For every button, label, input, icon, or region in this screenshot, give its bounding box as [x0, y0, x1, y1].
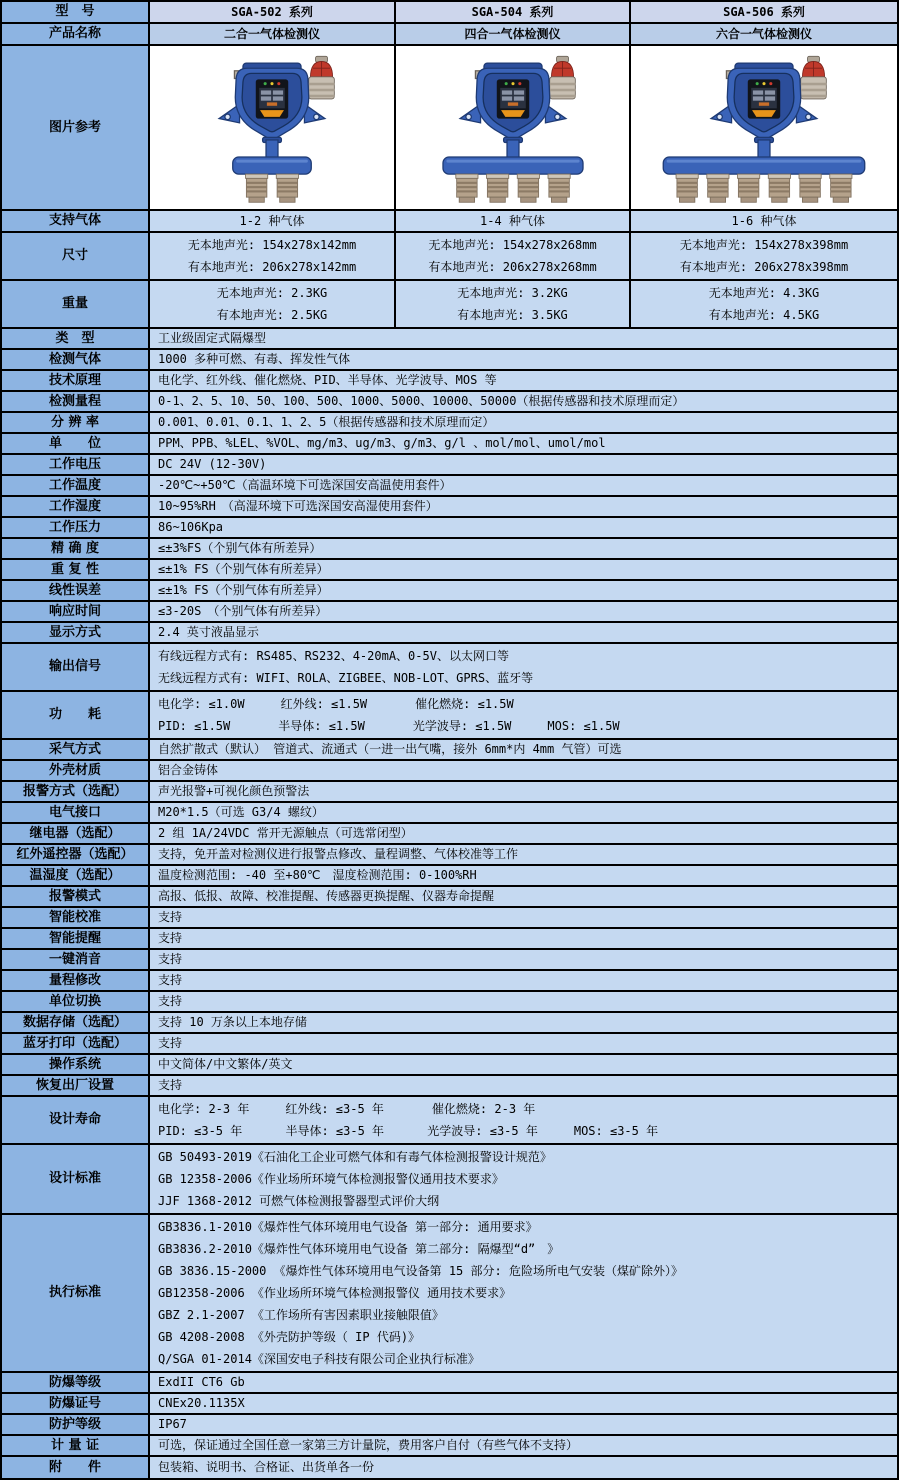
dimensions-value-3: [631, 233, 897, 279]
smart-reminder-value: [150, 929, 897, 948]
row-label-sampling-mode: 采气方式: [2, 740, 150, 759]
execution-standards-text: GB 3836.15-2000 《爆炸性气体环境用电气设备第 15 部分: 危险场所电气安装（煤矿除外）》: [158, 1264, 683, 1278]
supported-gases-text: 1-2 种气体: [239, 213, 305, 228]
temp-humidity-optional-value: [150, 866, 897, 885]
row-label-model: 型 号: [2, 2, 150, 22]
working-pressure-value: [150, 518, 897, 537]
one-key-mute-text: 支持: [158, 952, 183, 966]
supported-gases-value-1: [150, 211, 396, 231]
design-life-value: [150, 1097, 897, 1143]
sensor-probe: [455, 174, 477, 202]
sensor-probe: [276, 174, 298, 202]
explosion-proof-rating-text: ExdII CT6 Gb: [158, 1375, 245, 1389]
smart-calibration-text: 支持: [158, 910, 183, 924]
row-label-design-life: 设计寿命: [2, 1097, 150, 1143]
execution-standards-text: GB 4208-2008 《外壳防护等级（ IP 代码)》: [158, 1330, 421, 1344]
unit-switching-text: 支持: [158, 994, 183, 1008]
row-label-working-temperature: 工作温度: [2, 476, 150, 495]
model-text: SGA-502 系列: [231, 4, 313, 19]
temp-humidity-optional-text: 温度检测范围: -40 至+80℃ 湿度检测范围: 0-100%RH: [158, 868, 477, 882]
spec-row-data-storage-optional: [2, 1013, 897, 1034]
execution-standards-text: GB12358-2006 《作业场所环境气体检测报警仪 通用技术要求》: [158, 1286, 512, 1300]
row-label-relay-optional: 继电器（选配）: [2, 824, 150, 843]
alarm-mode-optional-text: 声光报警+可视化颜色预警法: [158, 784, 310, 798]
spec-row-type: [2, 329, 897, 350]
row-label-weight: 重量: [2, 281, 150, 327]
row-label-product-name: 产品名称: [2, 24, 150, 44]
weight-text: 有本地声光: 4.5KG: [708, 308, 820, 322]
dimensions-text: 有本地声光: 206x278x268mm: [428, 260, 597, 274]
working-temperature-text: -20℃~+50℃（高温环境下可选深国安高温使用套件）: [158, 478, 452, 492]
spec-row-power-consumption: [2, 692, 897, 740]
weight-value-2: [396, 281, 631, 327]
row-label-operating-system: 操作系统: [2, 1055, 150, 1074]
detection-range-value: [150, 392, 897, 411]
spec-row-design-life: [2, 1097, 897, 1145]
dimensions-value-1: [150, 233, 396, 279]
linearity-error-text: ≤±1% FS（个别气体有所差异）: [158, 583, 329, 597]
explosion-proof-cert-no-value: [150, 1394, 897, 1413]
sensor-probe: [676, 174, 698, 202]
design-life-text: 电化学: 2-3 年 红外线: ≤3-5 年 催化燃烧: 2-3 年: [158, 1102, 536, 1116]
operating-system-value: [150, 1055, 897, 1074]
row-label-resolution: 分 辨 率: [2, 413, 150, 432]
spec-row-working-voltage: [2, 455, 897, 476]
row-label-temp-humidity-optional: 温湿度（选配）: [2, 866, 150, 885]
alarm-modes-value: [150, 887, 897, 906]
range-modification-text: 支持: [158, 973, 183, 987]
supported-gases-text: 1-4 种气体: [480, 213, 545, 228]
display-screen: [748, 79, 780, 118]
spec-row-factory-reset: [2, 1076, 897, 1097]
spec-row-supported-gases: [2, 211, 897, 233]
row-label-explosion-proof-cert-no: 防爆证号: [2, 1394, 150, 1413]
bluetooth-print-optional-value: [150, 1034, 897, 1053]
spec-row-detection-range: [2, 392, 897, 413]
operating-system-text: 中文简体/中文繁体/英文: [158, 1057, 293, 1071]
row-label-smart-calibration: 智能校准: [2, 908, 150, 927]
row-label-type: 类 型: [2, 329, 150, 348]
row-label-unit: 单 位: [2, 434, 150, 453]
spec-row-repeatability: [2, 560, 897, 581]
detection-range-text: 0-1、2、5、10、50、100、500、1000、5000、10000、50000（根据传感器和技术原理而定）: [158, 394, 685, 408]
product-name-text: 二合一气体检测仪: [223, 26, 320, 41]
spec-row-operating-system: [2, 1055, 897, 1076]
model-value-3: [631, 2, 897, 22]
row-label-design-standards: 设计标准: [2, 1145, 150, 1213]
row-label-repeatability: 重 复 性: [2, 560, 150, 579]
weight-text: 有本地声光: 2.5KG: [216, 308, 328, 322]
row-label-ir-remote-optional: 红外遥控器（选配）: [2, 845, 150, 864]
spec-row-explosion-proof-cert-no: [2, 1394, 897, 1415]
weight-text: 无本地声光: 4.3KG: [708, 286, 820, 300]
detected-gases-text: 1000 多种可燃、有毒、挥发性气体: [158, 352, 351, 366]
execution-standards-value: [150, 1215, 897, 1371]
product-name-text: 六合一气体检测仪: [715, 26, 812, 41]
ir-remote-optional-text: 支持，免开盖对检测仪进行报警点修改、量程调整、气体校准等工作: [158, 847, 519, 861]
row-label-data-storage-optional: 数据存储（选配）: [2, 1013, 150, 1032]
explosion-proof-cert-no-text: CNEx20.1135X: [158, 1396, 245, 1410]
data-storage-optional-value: [150, 1013, 897, 1032]
working-humidity-text: 10~95%RH （高湿环境下可选深国安高湿使用套件）: [158, 499, 438, 513]
alarm-modes-text: 高报、低报、故障、校准提醒、传感器更换提醒、仪器寿命提醒: [158, 889, 495, 903]
execution-standards-text: GB3836.1-2010《爆炸性气体环境用电气设备 第一部分: 通用要求》: [158, 1220, 538, 1234]
spec-row-tech-principle: [2, 371, 897, 392]
product-name-value-1: [150, 24, 396, 44]
spec-row-unit-switching: [2, 992, 897, 1013]
row-label-housing-material: 外壳材质: [2, 761, 150, 780]
working-temperature-value: [150, 476, 897, 495]
working-humidity-value: [150, 497, 897, 516]
gas-detector-image: [402, 51, 624, 205]
sensor-probe: [517, 174, 539, 202]
row-label-one-key-mute: 一键消音: [2, 950, 150, 969]
spec-row-detected-gases: [2, 350, 897, 371]
dimensions-text: 有本地声光: 206x278x142mm: [187, 260, 357, 274]
spec-row-resolution: [2, 413, 897, 434]
row-label-image-reference: 图片参考: [2, 46, 150, 209]
model-value-2: [396, 2, 631, 22]
sensor-probe: [799, 174, 821, 202]
smart-reminder-text: 支持: [158, 931, 183, 945]
weight-text: 无本地声光: 2.3KG: [216, 286, 328, 300]
dimensions-text: 无本地声光: 154x278x398mm: [679, 238, 849, 252]
spec-row-range-modification: [2, 971, 897, 992]
design-standards-text: GB 50493-2019《石油化工企业可燃气体和有毒气体检测报警设计规范》: [158, 1150, 552, 1164]
spec-row-product-name: [2, 24, 897, 46]
spec-row-accuracy: [2, 539, 897, 560]
supported-gases-text: 1-6 种气体: [731, 213, 797, 228]
sensor-probe: [768, 174, 790, 202]
relay-optional-text: 2 组 1A/24VDC 常开无源触点（可选常闭型）: [158, 826, 413, 840]
dimensions-text: 无本地声光: 154x278x142mm: [187, 238, 357, 252]
sga-504-detector-illustration: [396, 46, 631, 209]
spec-row-alarm-modes: [2, 887, 897, 908]
design-standards-text: JJF 1368-2012 可燃气体检测报警器型式评价大纲: [158, 1194, 440, 1208]
spec-row-ir-remote-optional: [2, 845, 897, 866]
spec-row-working-pressure: [2, 518, 897, 539]
spec-row-housing-material: [2, 761, 897, 782]
spec-row-dimensions: [2, 233, 897, 281]
row-label-dimensions: 尺寸: [2, 233, 150, 279]
row-label-ingress-protection: 防护等级: [2, 1415, 150, 1434]
dimensions-value-2: [396, 233, 631, 279]
row-label-accessories: 附 件: [2, 1457, 150, 1478]
supported-gases-value-3: [631, 211, 897, 231]
accuracy-value: [150, 539, 897, 558]
electrical-interface-text: M20*1.5（可选 G3/4 螺纹）: [158, 805, 324, 819]
row-label-bluetooth-print-optional: 蓝牙打印（选配）: [2, 1034, 150, 1053]
model-text: SGA-506 系列: [723, 4, 805, 19]
repeatability-value: [150, 560, 897, 579]
spec-row-unit: [2, 434, 897, 455]
row-label-explosion-proof-rating: 防爆等级: [2, 1373, 150, 1392]
sga-506-detector-illustration: [631, 46, 897, 209]
row-label-range-modification: 量程修改: [2, 971, 150, 990]
spec-row-one-key-mute: [2, 950, 897, 971]
spec-row-response-time: [2, 602, 897, 623]
row-label-alarm-mode-optional: 报警方式（选配）: [2, 782, 150, 801]
spec-row-smart-reminder: [2, 929, 897, 950]
spec-row-linearity-error: [2, 581, 897, 602]
row-label-working-humidity: 工作湿度: [2, 497, 150, 516]
row-label-unit-switching: 单位切换: [2, 992, 150, 1011]
sensor-probe: [830, 174, 852, 202]
linearity-error-value: [150, 581, 897, 600]
smart-calibration-value: [150, 908, 897, 927]
spec-row-bluetooth-print-optional: [2, 1034, 897, 1055]
resolution-text: 0.001、0.01、0.1、1、2、5（根据传感器和技术原理而定）: [158, 415, 495, 429]
product-name-text: 四合一气体检测仪: [464, 26, 561, 41]
row-label-working-pressure: 工作压力: [2, 518, 150, 537]
row-label-response-time: 响应时间: [2, 602, 150, 621]
spec-row-weight: [2, 281, 897, 329]
explosion-proof-rating-value: [150, 1373, 897, 1392]
weight-text: 无本地声光: 3.2KG: [457, 286, 568, 300]
display-mode-text: 2.4 英寸液晶显示: [158, 625, 259, 639]
row-label-accuracy: 精 确 度: [2, 539, 150, 558]
sensor-probe: [246, 174, 268, 202]
ir-remote-optional-value: [150, 845, 897, 864]
row-label-electrical-interface: 电气接口: [2, 803, 150, 822]
sampling-mode-value: [150, 740, 897, 759]
product-name-value-3: [631, 24, 897, 44]
row-label-detected-gases: 检测气体: [2, 350, 150, 369]
sensor-probe: [738, 174, 760, 202]
spec-row-execution-standards: [2, 1215, 897, 1373]
tech-principle-text: 电化学、红外线、催化燃烧、PID、半导体、光学波导、MOS 等: [158, 373, 497, 387]
spec-row-smart-calibration: [2, 908, 897, 929]
dimensions-text: 有本地声光: 206x278x398mm: [679, 260, 849, 274]
accessories-value: [150, 1457, 897, 1478]
spec-row-alarm-mode-optional: [2, 782, 897, 803]
repeatability-text: ≤±1% FS（个别气体有所差异）: [158, 562, 329, 576]
bluetooth-print-optional-text: 支持: [158, 1036, 183, 1050]
display-screen: [496, 79, 528, 118]
sga-502-detector-illustration: [150, 46, 396, 209]
spec-row-working-humidity: [2, 497, 897, 518]
execution-standards-text: GBZ 2.1-2007 《工作场所有害因素职业接触限值》: [158, 1308, 444, 1322]
row-label-execution-standards: 执行标准: [2, 1215, 150, 1371]
metrology-certificate-text: 可选，保证通过全国任意一家第三方计量院，费用客户自付（有些气体不支持）: [158, 1438, 579, 1452]
dimensions-text: 无本地声光: 154x278x268mm: [428, 238, 597, 252]
sensor-probe: [486, 174, 508, 202]
row-label-power-consumption: 功 耗: [2, 692, 150, 738]
row-label-metrology-certificate: 计 量 证: [2, 1436, 150, 1455]
row-label-supported-gases: 支持气体: [2, 211, 150, 231]
detector-head: [663, 63, 865, 174]
metrology-certificate-value: [150, 1436, 897, 1455]
unit-switching-value: [150, 992, 897, 1011]
data-storage-optional-text: 支持 10 万条以上本地存储: [158, 1015, 307, 1029]
ingress-protection-value: [150, 1415, 897, 1434]
accuracy-text: ≤±3%FS（个别气体有所差异）: [158, 541, 322, 555]
row-label-alarm-modes: 报警模式: [2, 887, 150, 906]
supported-gases-value-2: [396, 211, 631, 231]
row-label-linearity-error: 线性误差: [2, 581, 150, 600]
row-label-detection-range: 检测量程: [2, 392, 150, 411]
weight-value-1: [150, 281, 396, 327]
execution-standards-text: Q/SGA 01-2014《深国安电子科技有限公司企业执行标准》: [158, 1352, 480, 1366]
spec-row-display-mode: [2, 623, 897, 644]
spec-row-working-temperature: [2, 476, 897, 497]
design-standards-text: GB 12358-2006《作业场所环境气体检测报警仪通用技术要求》: [158, 1172, 504, 1186]
power-consumption-text: 电化学: ≤1.0W 红外线: ≤1.5W 催化燃烧: ≤1.5W: [158, 697, 514, 711]
display-mode-value: [150, 623, 897, 642]
row-label-smart-reminder: 智能提醒: [2, 929, 150, 948]
display-screen: [256, 79, 288, 118]
spec-row-explosion-proof-rating: [2, 1373, 897, 1394]
model-text: SGA-504 系列: [471, 4, 554, 19]
row-label-display-mode: 显示方式: [2, 623, 150, 642]
one-key-mute-value: [150, 950, 897, 969]
power-consumption-value: [150, 692, 897, 738]
spec-row-temp-humidity-optional: [2, 866, 897, 887]
sensor-probe: [707, 174, 729, 202]
housing-material-text: 铝合金铸体: [158, 763, 219, 777]
spec-row-image-reference: [2, 46, 897, 211]
row-label-factory-reset: 恢复出厂设置: [2, 1076, 150, 1095]
weight-text: 有本地声光: 3.5KG: [457, 308, 568, 322]
unit-value: [150, 434, 897, 453]
gas-detector-image: [161, 51, 383, 205]
factory-reset-value: [150, 1076, 897, 1095]
working-voltage-text: DC 24V (12-30V): [158, 457, 267, 471]
sensor-probe: [548, 174, 570, 202]
response-time-text: ≤3-20S （个别气体有所差异）: [158, 604, 328, 618]
sampling-mode-text: 自然扩散式（默认） 管道式、流通式（一进一出气嘴，接外 6mm*内 4mm 气管）可选: [158, 742, 622, 756]
row-label-working-voltage: 工作电压: [2, 455, 150, 474]
detected-gases-value: [150, 350, 897, 369]
unit-text: PPM、PPB、%LEL、%VOL、mg/m3、ug/m3、g/m3、g/l 、mol/mol、umol/mol: [158, 436, 606, 450]
output-signal-text: 有线远程方式有: RS485、RS232、4-20mA、0-5V、以太网口等: [158, 649, 509, 663]
row-label-output-signal: 输出信号: [2, 644, 150, 690]
design-standards-value: [150, 1145, 897, 1213]
spec-row-model: [2, 2, 897, 24]
weight-value-3: [631, 281, 897, 327]
spec-row-output-signal: [2, 644, 897, 692]
gas-detector-image: [653, 51, 875, 205]
spec-row-sampling-mode: [2, 740, 897, 761]
resolution-value: [150, 413, 897, 432]
tech-principle-value: [150, 371, 897, 390]
power-consumption-text: PID: ≤1.5W 半导体: ≤1.5W 光学波导: ≤1.5W MOS: ≤1.5W: [158, 719, 620, 733]
alarm-mode-optional-value: [150, 782, 897, 801]
output-signal-value: [150, 644, 897, 690]
model-value-1: [150, 2, 396, 22]
relay-optional-value: [150, 824, 897, 843]
spec-row-design-standards: [2, 1145, 897, 1215]
product-name-value-2: [396, 24, 631, 44]
range-modification-value: [150, 971, 897, 990]
housing-material-value: [150, 761, 897, 780]
ingress-protection-text: IP67: [158, 1417, 187, 1431]
type-value: [150, 329, 897, 348]
row-label-tech-principle: 技术原理: [2, 371, 150, 390]
execution-standards-text: GB3836.2-2010《爆炸性气体环境用电气设备 第二部分: 隔爆型“d” 》: [158, 1242, 560, 1256]
accessories-text: 包装箱、说明书、合格证、出货单各一份: [158, 1460, 375, 1474]
output-signal-text: 无线远程方式有: WIFI、ROLA、ZIGBEE、NOB-LOT、GPRS、蓝牙等: [158, 671, 534, 685]
working-voltage-value: [150, 455, 897, 474]
factory-reset-text: 支持: [158, 1078, 183, 1092]
response-time-value: [150, 602, 897, 621]
spec-row-ingress-protection: [2, 1415, 897, 1436]
spec-row-electrical-interface: [2, 803, 897, 824]
design-life-text: PID: ≤3-5 年 半导体: ≤3-5 年 光学波导: ≤3-5 年 MOS: ≤3-5 年: [158, 1124, 659, 1138]
working-pressure-text: 86~106Kpa: [158, 520, 224, 534]
spec-row-relay-optional: [2, 824, 897, 845]
type-text: 工业级固定式隔爆型: [158, 331, 267, 345]
electrical-interface-value: [150, 803, 897, 822]
spec-row-accessories: [2, 1457, 897, 1478]
